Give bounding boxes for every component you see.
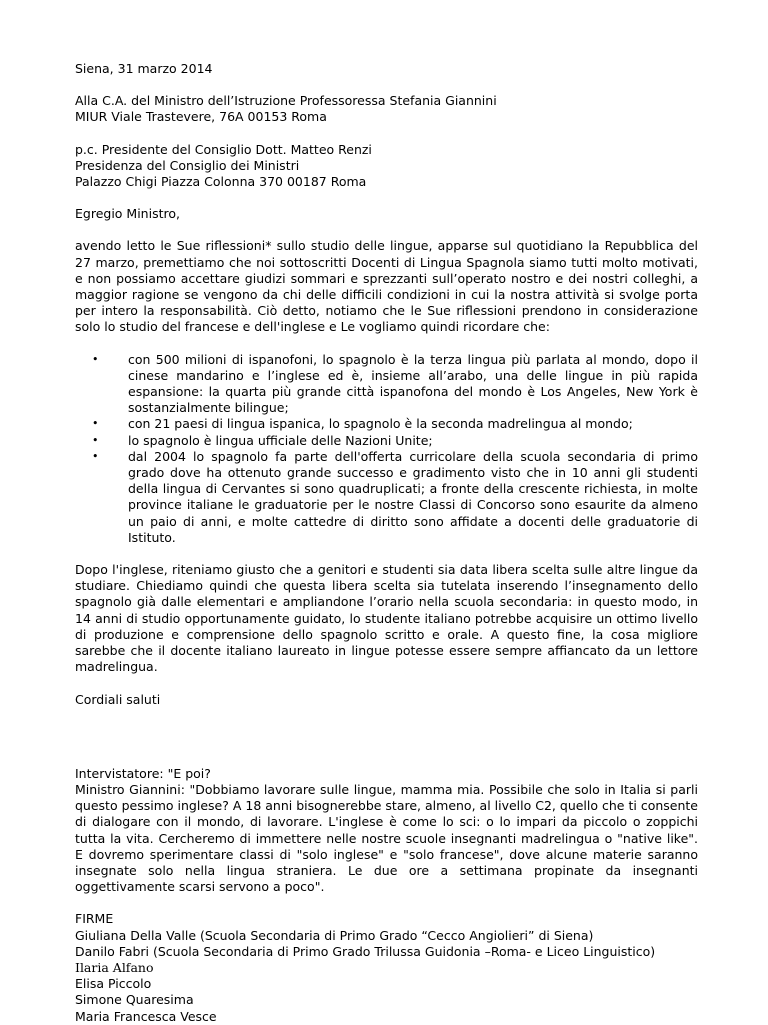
signature-line: Elisa Piccolo <box>75 976 152 992</box>
list-item <box>75 449 698 546</box>
signature-line: Simone Quaresima <box>75 992 194 1008</box>
recipient-line: Alla C.A. del Ministro dell’Istruzione Professoressa Stefania Giannini <box>75 93 497 109</box>
signature-line: Giuliana Della Valle (Scuola Secondaria di Primo Grado “Cecco Angiolieri” di Siena) <box>75 927 594 943</box>
bullet-icon: • <box>92 417 99 431</box>
list-item-text: lo spagnolo è lingua ufficiale delle Nazioni Unite; <box>128 432 433 448</box>
bullet-icon: • <box>92 352 99 366</box>
list-item-text: con 21 paesi di lingua ispanica, lo spagnolo è la seconda madrelingua al mondo; <box>128 416 633 432</box>
list-item <box>75 416 698 432</box>
bullet-icon: • <box>92 433 99 447</box>
interview-question: Intervistatore: "E poi? <box>75 765 211 781</box>
closing: Cordiali saluti <box>75 691 161 707</box>
interview-quote <box>75 766 698 896</box>
list-item <box>75 433 698 449</box>
cc-line: Presidenza del Consiglio dei Ministri <box>75 157 300 173</box>
bullet-list <box>75 352 698 546</box>
recipient-address <box>75 93 698 125</box>
list-item <box>75 352 698 417</box>
recipient-line: MIUR Viale Trastevere, 76A 00153 Roma <box>75 109 327 125</box>
signatures-heading: FIRME <box>75 911 114 927</box>
intro-paragraph: avendo letto le Sue riflessioni* sullo studio delle lingue, apparse sul quotidiano la Repubblica del 27 marzo, premettiamo che noi sottoscritti Docenti di Lingua Spagnola siamo tutti molto motivati, e non possiamo accettare giudizi sommari e sprezzanti sull’operato nostro e dei nostri colleghi, a maggior ragione se vengono da chi delle difficili condizioni in cui la nostra attività si svolge porta per intero la responsabilità. Ciò detto, notiamo che le Sue riflessioni prendono in considerazione solo lo studio del francese e dell'inglese e Le vogliamo quindi ricordare che: <box>75 238 698 335</box>
list-item-text: dal 2004 lo spagnolo fa parte dell'offerta curricolare della scuola secondaria di primo grado dove ha ottenuto grande successo e gradimento visto che in 10 anni gli studenti della lingua di Cervantes si sono quadruplicati; a fronte della crescente richiesta, in molte province italiane le graduatorie per le nostre Classi di Concorso sono esaurite da almeno un paio di anni, e molte cattedre di diritto sono affidate a docenti delle graduatorie di Istituto. <box>128 448 698 545</box>
salutation: Egregio Ministro, <box>75 206 180 222</box>
letter-page <box>75 61 698 1025</box>
bullet-icon: • <box>92 449 99 463</box>
signature-line: Maria Francesca Vesce <box>75 1008 217 1024</box>
cc-address <box>75 142 698 191</box>
cc-line: p.c. Presidente del Consiglio Dott. Matteo Renzi <box>75 141 372 157</box>
place-date: Siena, 31 marzo 2014 <box>75 61 213 76</box>
signature-line: Ilaria Alfano <box>75 959 154 975</box>
interview-answer: Ministro Giannini: "Dobbiamo lavorare sulle lingue, mamma mia. Possibile che solo in Italia si parli questo pessimo inglese? A 18 anni bisognerebbe stare, almeno, al livello C2, quello che ti consente di dialogare con il mondo, di lavorare. L'inglese è come lo sci: o lo impari da piccolo o zoppichi tutta la vita. Cercheremo di immettere nelle nostre scuole insegnanti madrelingua o "native like". E dovremo sperimentare classi di "solo inglese" e "solo francese", dove alcune materie saranno insegnate solo nella lingua straniera. Le due ore a settimana propinate da insegnanti oggettivamente scarsi servono a poco". <box>75 781 698 895</box>
signatures <box>75 911 698 1024</box>
body-paragraph: Dopo l'inglese, riteniamo giusto che a genitori e studenti sia data libera scelta sulle altre lingue da studiare. Chiediamo quindi che questa libera scelta sia tutelata inserendo l’insegnamento dello spagnolo già dalle elementari e ampliandone l’orario nella scuola secondaria: in questo modo, in 14 anni di studio opportunamente guidato, lo studente italiano potrebbe acquisire un ottimo livello di produzione e comprensione dello spagnolo scritto e orale. A questo fine, la cosa migliore sarebbe che il docente italiano laureato in lingue potesse essere sempre affiancato da un lettore madrelingua. <box>75 562 698 675</box>
list-item-text: con 500 milioni di ispanofoni, lo spagnolo è la terza lingua più parlata al mondo, dopo il cinese mandarino e l’inglese ed è, insieme all’arabo, una delle lingue in più rapida espansione: la quarta più grande città ispanofona del mondo è Los Angeles, New York è sostanzialmente bilingue; <box>128 351 698 416</box>
signature-line: Danilo Fabri (Scuola Secondaria di Primo Grado Trilussa Guidonia –Roma- e Liceo Linguistico) <box>75 943 656 959</box>
cc-line: Palazzo Chigi Piazza Colonna 370 00187 Roma <box>75 174 367 190</box>
